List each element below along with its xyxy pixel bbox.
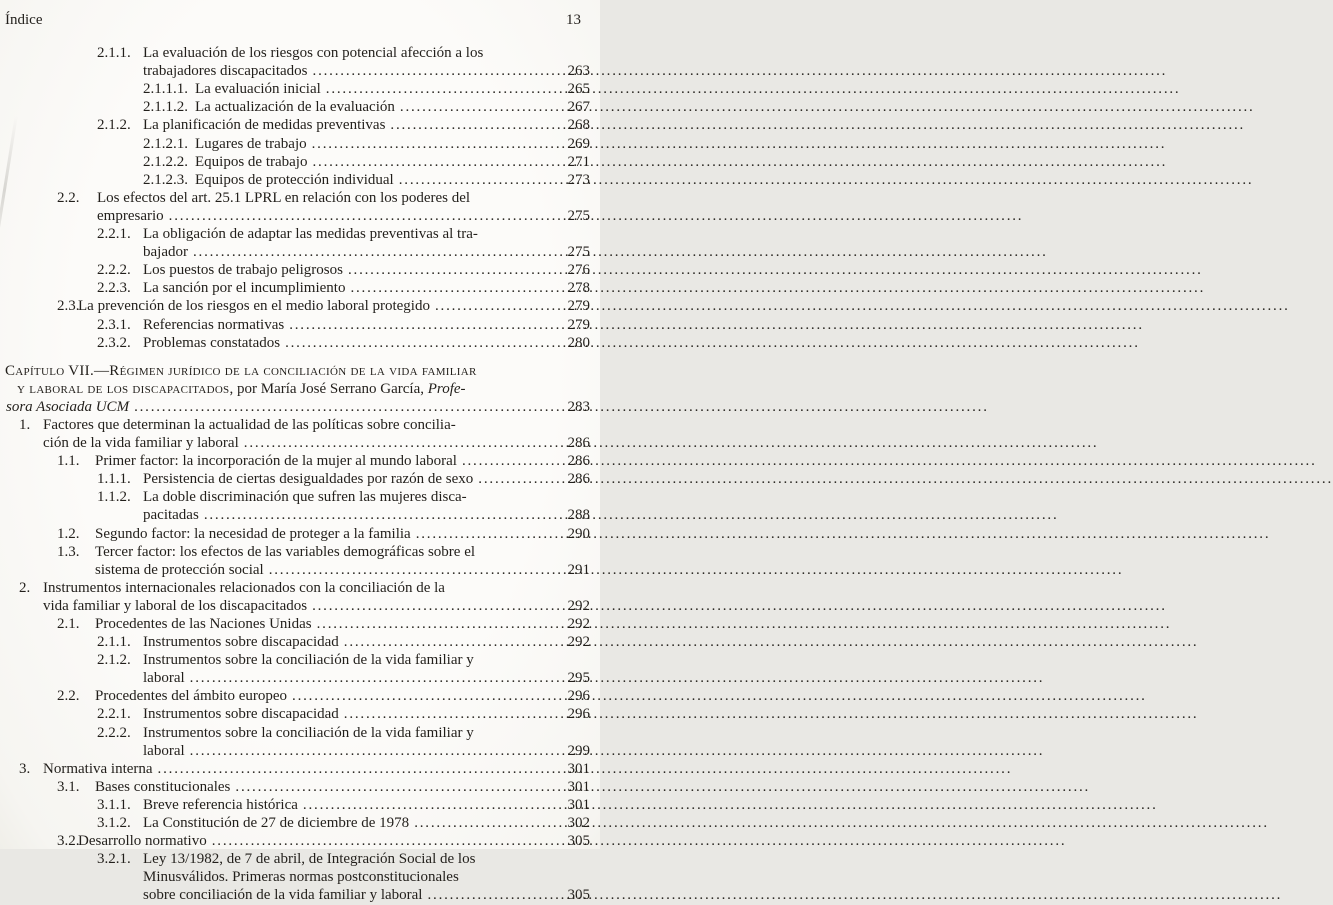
entry-text: bajador <box>143 244 188 261</box>
entry-text: Bases constitucionales <box>95 778 231 795</box>
entry-line <box>0 669 590 687</box>
entry-line <box>0 778 590 796</box>
leader-dots <box>399 171 545 189</box>
entry-line <box>0 687 590 705</box>
entry-page-number: 271 <box>567 153 590 170</box>
entry-line <box>0 189 590 207</box>
entry-page-number: 302 <box>567 815 590 832</box>
entry-text: Referencias normativas <box>143 316 285 333</box>
entry-number: 2.1.2.1. <box>143 135 188 152</box>
leader-dots <box>190 669 545 687</box>
entry-line <box>0 416 590 434</box>
entry-text: laboral <box>143 742 185 759</box>
book-index-page <box>0 0 600 904</box>
toc-entry <box>0 850 590 904</box>
page-title: Índice <box>5 12 43 28</box>
entry-text: Instrumentos internacionales relacionados con la conciliación de la <box>43 579 445 596</box>
entry-number: 3. <box>19 760 31 777</box>
entry-page-number: 299 <box>567 742 590 759</box>
leader-dots <box>416 525 545 543</box>
entry-text: trabajadores discapacitados <box>143 63 308 80</box>
toc-entry <box>0 416 590 452</box>
leader-dots <box>235 778 545 796</box>
entry-line <box>0 116 590 134</box>
toc-entry <box>0 778 590 796</box>
entry-text: Segundo factor: la necesidad de proteger a la familia <box>95 525 411 542</box>
entry-number: 2.1. <box>57 616 80 632</box>
entry-page-number: 263 <box>567 63 590 80</box>
entry-page-number: 273 <box>567 171 590 188</box>
entry-page-number: 296 <box>567 688 590 705</box>
leader-dots <box>435 297 545 315</box>
entry-page-number: 275 <box>567 244 590 261</box>
entry-page-number: 286 <box>567 453 590 470</box>
leader-dots <box>303 796 545 814</box>
entry-text: Equipos de protección individual <box>195 171 394 188</box>
entry-number: 2.2.1. <box>97 706 131 723</box>
entry-text: sistema de protección social <box>95 561 264 578</box>
entry-number: 3.2.1. <box>97 851 131 868</box>
entry-text: Los puestos de trabajo peligrosos <box>143 262 343 279</box>
entry-text: Tercer factor: los efectos de las variables demográficas sobre el <box>95 543 476 560</box>
entry-page-number: 301 <box>567 778 590 795</box>
entry-text: Primer factor: la incorporación de la mujer al mundo laboral <box>95 453 457 470</box>
entry-text: sora Asociada UCM <box>6 398 130 415</box>
entry-page-number: 305 <box>567 833 590 850</box>
toc-entry <box>0 470 590 488</box>
toc-entry <box>0 153 590 171</box>
toc-entry <box>0 615 590 633</box>
toc-entry <box>0 279 590 297</box>
leader-dots <box>400 98 545 116</box>
toc-entry <box>0 225 590 261</box>
leader-dots <box>292 687 545 705</box>
entry-number: 2.2.3. <box>97 280 131 297</box>
entry-text: Breve referencia histórica <box>143 796 298 813</box>
entry-number: 3.2. <box>57 833 80 850</box>
toc-entry <box>0 525 590 543</box>
entry-text: Capítulo VII.—Régimen jurídico de la conciliación de la vida familiar <box>5 362 477 379</box>
entry-line <box>0 543 590 561</box>
entry-line <box>0 362 590 380</box>
entry-text: La planificación de medidas preventivas <box>143 117 386 134</box>
toc-list <box>0 44 600 904</box>
entry-page-number: 292 <box>567 597 590 614</box>
entry-page-number: 268 <box>567 117 590 134</box>
leader-dots <box>427 886 545 904</box>
leader-dots <box>326 80 545 98</box>
entry-page-number: 301 <box>567 760 590 777</box>
toc-entry <box>0 334 590 352</box>
entry-page-number: 280 <box>567 334 590 351</box>
entry-page-number: 275 <box>567 207 590 224</box>
entry-line <box>0 760 590 778</box>
entry-line <box>0 633 590 651</box>
entry-line <box>0 316 590 334</box>
leader-dots <box>134 398 545 416</box>
entry-number: 2.1.2. <box>97 117 131 134</box>
toc-entry <box>0 705 590 723</box>
leader-dots <box>312 597 545 615</box>
toc-entry <box>0 171 590 189</box>
entry-number: 1.1.1. <box>97 471 131 488</box>
entry-page-number: 305 <box>567 887 590 904</box>
toc-entry <box>0 316 590 334</box>
entry-line <box>0 261 590 279</box>
entry-number: 2.1.1.1. <box>143 81 188 98</box>
entry-line <box>0 334 590 352</box>
entry-text: Lugares de trabajo <box>195 135 307 152</box>
entry-line <box>0 225 590 243</box>
entry-line <box>0 207 590 225</box>
entry-page-number: 283 <box>567 398 590 415</box>
entry-text: Persistencia de ciertas desigualdades por razón de sexo <box>143 471 474 488</box>
entry-number: 2.1.2. <box>97 652 131 669</box>
entry-text: Procedentes de las Naciones Unidas <box>95 616 312 632</box>
leader-dots <box>193 243 545 261</box>
entry-text: La prevención de los riesgos en el medio laboral protegido <box>78 298 430 315</box>
entry-line <box>0 615 590 633</box>
toc-entry <box>0 135 590 153</box>
entry-number: 1.1.2. <box>97 489 131 506</box>
entry-page-number: 279 <box>567 298 590 315</box>
toc-entry <box>0 98 590 116</box>
entry-number: 2.2.1. <box>97 226 131 243</box>
entry-text: sobre conciliación de la vida familiar y laboral <box>143 887 423 904</box>
entry-page-number: 286 <box>567 471 590 488</box>
chapter-heading <box>0 362 590 416</box>
entry-text: Ley 13/1982, de 7 de abril, de Integración Social de los <box>143 851 476 868</box>
toc-entry <box>0 261 590 279</box>
leader-dots <box>350 279 545 297</box>
leader-dots <box>317 615 545 633</box>
entry-text: Desarrollo normativo <box>78 833 207 850</box>
leader-dots <box>289 316 545 334</box>
toc-entry <box>0 651 590 687</box>
toc-entry <box>0 297 590 315</box>
entry-line <box>0 705 590 723</box>
entry-page-number: 301 <box>567 796 590 813</box>
entry-line <box>0 297 590 315</box>
entry-number: 3.1.2. <box>97 815 131 832</box>
leader-dots <box>212 832 545 850</box>
entry-page-number: 291 <box>567 561 590 578</box>
entry-page-number: 269 <box>567 135 590 152</box>
leader-dots <box>169 207 545 225</box>
entry-number: 2.2.2. <box>97 724 131 741</box>
leader-dots <box>204 506 545 524</box>
entry-number: 1.1. <box>57 453 80 470</box>
entry-page-number: 265 <box>567 81 590 98</box>
toc-entry <box>0 189 590 225</box>
leader-dots <box>269 561 545 579</box>
entry-number: 2.2.2. <box>97 262 131 279</box>
entry-page-number: 276 <box>567 262 590 279</box>
entry-line <box>0 832 590 850</box>
entry-text: La actualización de la evaluación <box>195 99 395 116</box>
entry-line <box>0 380 590 398</box>
entry-line <box>0 561 590 579</box>
entry-page-number: 278 <box>567 280 590 297</box>
entry-line <box>0 434 590 452</box>
toc-entry <box>0 44 590 80</box>
toc-entry <box>0 724 590 760</box>
leader-dots <box>348 261 545 279</box>
entry-line <box>0 651 590 669</box>
entry-line <box>0 80 590 98</box>
entry-line <box>0 850 590 868</box>
entry-number: 2.3.1. <box>97 316 131 333</box>
entry-text: pacitadas <box>143 507 199 524</box>
entry-text: vida familiar y laboral de los discapacitados <box>43 597 308 614</box>
entry-line <box>0 525 590 543</box>
entry-page-number: 288 <box>567 507 590 524</box>
entry-text: y laboral de los discapacitados, por María José Serrano García, Profe- <box>17 380 466 397</box>
entry-page-number: 292 <box>567 616 590 632</box>
entry-page-number: 295 <box>567 670 590 687</box>
entry-number: 2.2. <box>57 688 80 705</box>
page-number: 13 <box>566 12 581 28</box>
entry-text: Normativa interna <box>43 760 153 777</box>
entry-number: 2.3.2. <box>97 334 131 351</box>
entry-number: 1.2. <box>57 525 80 542</box>
leader-dots <box>414 814 545 832</box>
leader-dots <box>190 742 545 760</box>
entry-text: empresario <box>97 207 164 224</box>
entry-line <box>0 724 590 742</box>
entry-line <box>0 135 590 153</box>
entry-number: 2.1.2.3. <box>143 171 188 188</box>
entry-text: La evaluación de los riesgos con potencial afección a los <box>143 45 484 62</box>
leader-dots <box>313 62 545 80</box>
entry-number: 2.1.1. <box>97 634 131 651</box>
page-header <box>0 0 600 29</box>
leader-dots <box>462 452 545 470</box>
entry-line <box>0 44 590 62</box>
entry-line <box>0 62 590 80</box>
toc-entry <box>0 80 590 98</box>
entry-line <box>0 597 590 615</box>
entry-line <box>0 814 590 832</box>
entry-number: 2. <box>19 579 31 596</box>
entry-line <box>0 506 590 524</box>
entry-text: Los efectos del art. 25.1 LPRL en relación con los poderes del <box>97 189 471 206</box>
toc-entry <box>0 452 590 470</box>
entry-line <box>0 796 590 814</box>
entry-line <box>0 742 590 760</box>
entry-line <box>0 279 590 297</box>
toc-entry <box>0 543 590 579</box>
entry-line <box>0 243 590 261</box>
entry-line <box>0 868 590 886</box>
entry-page-number: 292 <box>567 634 590 651</box>
toc-entry <box>0 796 590 814</box>
entry-line <box>0 452 590 470</box>
entry-line <box>0 470 590 488</box>
entry-line <box>0 886 590 904</box>
entry-number: 3.1. <box>57 778 80 795</box>
leader-dots <box>312 153 545 171</box>
entry-text: Minusválidos. Primeras normas postconstitucionales <box>143 869 459 886</box>
entry-number: 1.3. <box>57 543 80 560</box>
toc-entry <box>0 814 590 832</box>
entry-page-number: 267 <box>567 99 590 116</box>
entry-text: La obligación de adaptar las medidas preventivas al tra- <box>143 226 478 243</box>
entry-page-number: 286 <box>567 435 590 452</box>
entry-number: 3.1.1. <box>97 796 131 813</box>
entry-text: Equipos de trabajo <box>195 153 308 170</box>
entry-line <box>0 488 590 506</box>
toc-entry <box>0 116 590 134</box>
toc-entry <box>0 687 590 705</box>
entry-line <box>0 153 590 171</box>
toc-entry <box>0 633 590 651</box>
leader-dots <box>390 116 545 134</box>
entry-number: 1. <box>19 416 31 433</box>
entry-text: Instrumentos sobre la conciliación de la vida familiar y <box>143 652 474 669</box>
toc-entry <box>0 760 590 778</box>
entry-text: Instrumentos sobre la conciliación de la vida familiar y <box>143 724 474 741</box>
entry-text: ción de la vida familiar y laboral <box>43 435 239 452</box>
entry-line <box>0 171 590 189</box>
entry-text: La Constitución de 27 de diciembre de 1978 <box>143 815 410 832</box>
entry-number: 2.1.1.2. <box>143 99 188 116</box>
entry-page-number: 290 <box>567 525 590 542</box>
entry-number: 2.3. <box>57 298 80 315</box>
leader-dots <box>344 705 545 723</box>
leader-dots <box>344 633 545 651</box>
toc-entry <box>0 488 590 524</box>
entry-text: laboral <box>143 670 185 687</box>
entry-text: Procedentes del ámbito europeo <box>95 688 288 705</box>
entry-number: 2.1.1. <box>97 45 131 62</box>
entry-text: Instrumentos sobre discapacidad <box>143 634 339 651</box>
entry-text: Factores que determinan la actualidad de las políticas sobre concilia- <box>43 416 456 433</box>
entry-text: La doble discriminación que sufren las mujeres disca- <box>143 489 467 506</box>
entry-page-number: 296 <box>567 706 590 723</box>
leader-dots <box>312 135 545 153</box>
leader-dots <box>158 760 545 778</box>
leader-dots <box>244 434 545 452</box>
entry-text: La sanción por el incumplimiento <box>143 280 346 297</box>
entry-number: 2.2. <box>57 189 80 206</box>
entry-page-number: 279 <box>567 316 590 333</box>
entry-line <box>0 398 590 416</box>
toc-entry <box>0 579 590 615</box>
entry-text: Instrumentos sobre discapacidad <box>143 706 339 723</box>
toc-entry <box>0 832 590 850</box>
entry-line <box>0 98 590 116</box>
entry-number: 2.1.2.2. <box>143 153 188 170</box>
leader-dots <box>285 334 545 352</box>
entry-line <box>0 579 590 597</box>
leader-dots <box>478 470 545 488</box>
entry-text: Problemas constatados <box>143 334 281 351</box>
entry-text: La evaluación inicial <box>195 81 321 98</box>
